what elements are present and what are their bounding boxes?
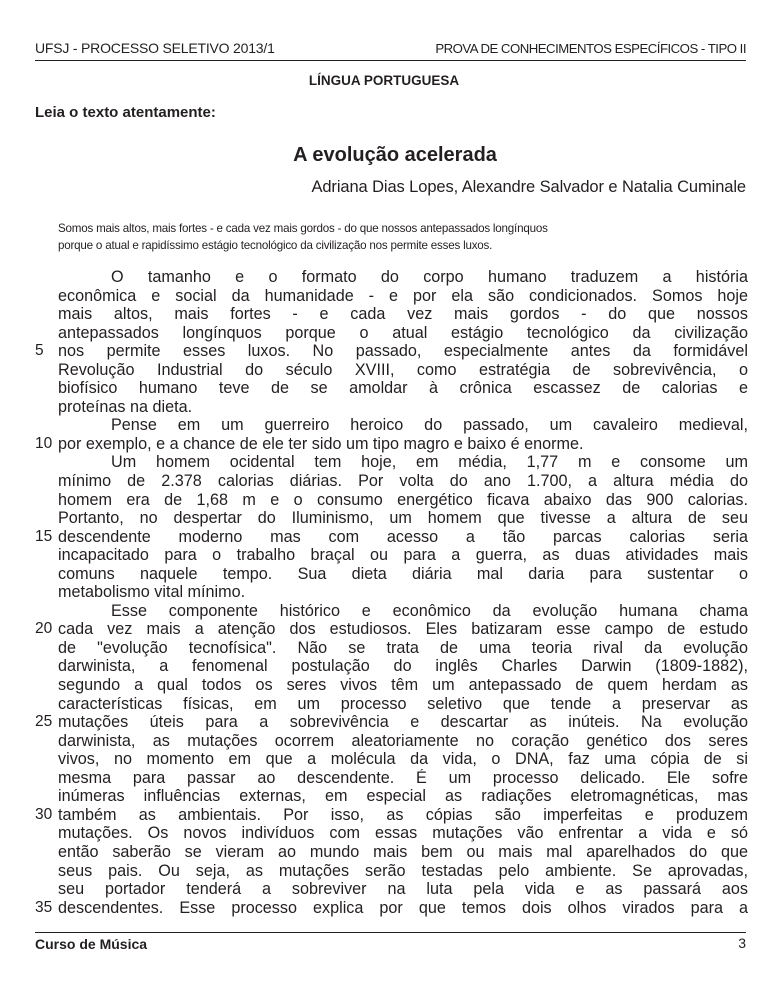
section-title: LÍNGUA PORTUGUESA [308,73,460,88]
text-line [35,602,748,621]
line-text: Esse componente histórico e econômico da evolução humana chama [111,601,748,620]
line-text: segundo a qual todos os seres vivos têm um antepassado de quem herdam as [58,676,748,695]
line-text: biofísico humano teve de se amoldar à crônica escassez de calorias e [58,379,748,398]
line-text: mesma para passar ao descendente. É um processo delicado. Ele sofre [58,768,748,787]
line-number: 15 [35,527,53,545]
line-text: mutações. Os novos indivíduos com essas mutações vão enfrentar a vida e só [58,824,748,843]
line-text: mutações úteis para a sobrevivência e descartar as inúteis. Na evolução [58,713,748,732]
text-line [35,472,748,491]
text-line [35,416,748,435]
line-text: inúmeras influências externas, em especial as radiações eletromagnéticas, mas [58,787,748,806]
epigraph-line: porque o atual e rapidíssimo estágio tecnológico da civilização nos permite esses luxos. [58,238,493,252]
text-line [35,657,748,676]
page-number: 3 [738,935,746,951]
line-text: Revolução Industrial do século XVIII, como estratégia de sobrevivência, o [58,360,748,379]
text-line [35,509,748,528]
line-text: comuns naquele tempo. Sua dieta diária mal daria para sustentar o [58,564,748,583]
text-line [35,732,748,751]
text-line [35,639,748,658]
line-text: nos permite esses luxos. No passado, especialmente antes da formidável [58,342,748,361]
line-text: econômica e social da humanidade - e por ela são condicionados. Somos hoje [58,286,748,305]
text-line [35,824,748,843]
line-text: mínimo de 2.378 calorias diárias. Por volta do ano 1.700, a altura média do [58,472,748,491]
article-body [35,268,748,917]
text-line [35,899,748,918]
text-line [35,806,748,825]
article-epigraph [58,221,748,254]
line-text: seus pais. Ou seja, as mutações serão testadas pelo ambiente. Se aprovadas, [58,861,748,880]
text-line [35,435,748,454]
line-text: metabolismo vital mínimo. [58,583,246,602]
line-text: Um homem ocidental tem hoje, em média, 1,77 m e consome um [111,453,748,472]
text-line [35,398,748,417]
line-number: 30 [35,805,53,823]
line-number: 20 [35,620,53,638]
line-text: antepassados longínquos porque o atual estágio tecnológico da civilização [58,323,748,342]
text-line [35,268,748,287]
line-text: darwinista, as mutações ocorrem aleatoriamente no coração genético dos seres [58,731,748,750]
text-line [35,713,748,732]
line-number: 25 [35,713,53,731]
instruction: Leia o texto atentamente: [35,104,216,121]
text-line [35,546,748,565]
line-text: então saberão se vieram ao mundo mais bem ou mais mal aparelhados do que [58,842,748,861]
text-line [35,361,748,380]
text-line [35,528,748,547]
line-text: por exemplo, e a chance de ele ter sido um tipo magro e baixo é enorme. [58,434,584,453]
text-line [35,305,748,324]
line-text: de "evolução tecnofísica". Não se trata de uma teoria rival da evolução [58,638,748,657]
line-text: descendentes. Esse processo explica por que temos dois olhos virados para a [58,898,748,917]
text-line [35,676,748,695]
text-line [35,750,748,769]
text-line [35,287,748,306]
line-text: seu portador tenderá a sobreviver na luta pela vida e as passará aos [58,880,748,899]
epigraph-line: Somos mais altos, mais fortes - e cada vez mais gordos - do que nossos antepassados longínquos [58,222,548,235]
footer-divider [35,932,746,933]
line-number: 35 [35,898,53,916]
exam-name: UFSJ - PROCESSO SELETIVO 2013/1 [35,40,275,56]
article-authors: Adriana Dias Lopes, Alexandre Salvador e Natalia Cuminale [311,178,746,196]
text-line [35,583,748,602]
text-line [35,695,748,714]
text-line [35,769,748,788]
line-text: incapacitado para o trabalho braçal ou para a guerra, as duas atividades mais [58,546,748,565]
text-line [35,379,748,398]
line-text: darwinista, a fenomenal postulação do inglês Charles Darwin (1809-1882), [58,657,748,676]
text-line [35,342,748,361]
line-text: cada vez mais a atenção dos estudiosos. Eles batizaram esse campo de estudo [58,620,748,639]
line-text: descendente moderno mas com acesso a tão parcas calorias seria [58,527,748,546]
text-line [35,491,748,510]
text-line [35,453,748,472]
text-line [35,862,748,881]
line-number: 5 [35,342,44,360]
line-text: O tamanho e o formato do corpo humano traduzem a história [111,268,748,286]
exam-type: PROVA DE CONHECIMENTOS ESPECÍFICOS - TIPO II [435,41,746,56]
line-text: também as ambientais. Por isso, as cópias são imperfeitas e produzem [58,805,748,824]
line-text: Pense em um guerreiro heroico do passado, um cavaleiro medieval, [111,416,748,435]
text-line [35,880,748,899]
line-text: homem era de 1,68 m e o consumo energético ficava abaixo das 900 calorias. [58,490,748,509]
text-line [35,787,748,806]
article-title: A evolução acelerada [293,144,497,166]
line-text: vivos, no momento em que a molécula da vida, o DNA, faz uma cópia de si [58,750,748,769]
line-text: Portanto, no despertar do Iluminismo, um homem que tivesse a altura de seu [58,509,748,528]
course-name: Curso de Música [35,936,148,952]
text-line [35,843,748,862]
line-text: mais altos, mais fortes - e cada vez mais gordos - do que nossos [58,305,748,324]
line-text: proteínas na dieta. [58,397,193,416]
running-header [35,40,746,61]
text-line [35,565,748,584]
line-number: 10 [35,434,53,452]
line-text: características físicas, em um processo seletivo que tende a preservar as [58,694,748,713]
text-line [35,324,748,343]
text-line [35,620,748,639]
